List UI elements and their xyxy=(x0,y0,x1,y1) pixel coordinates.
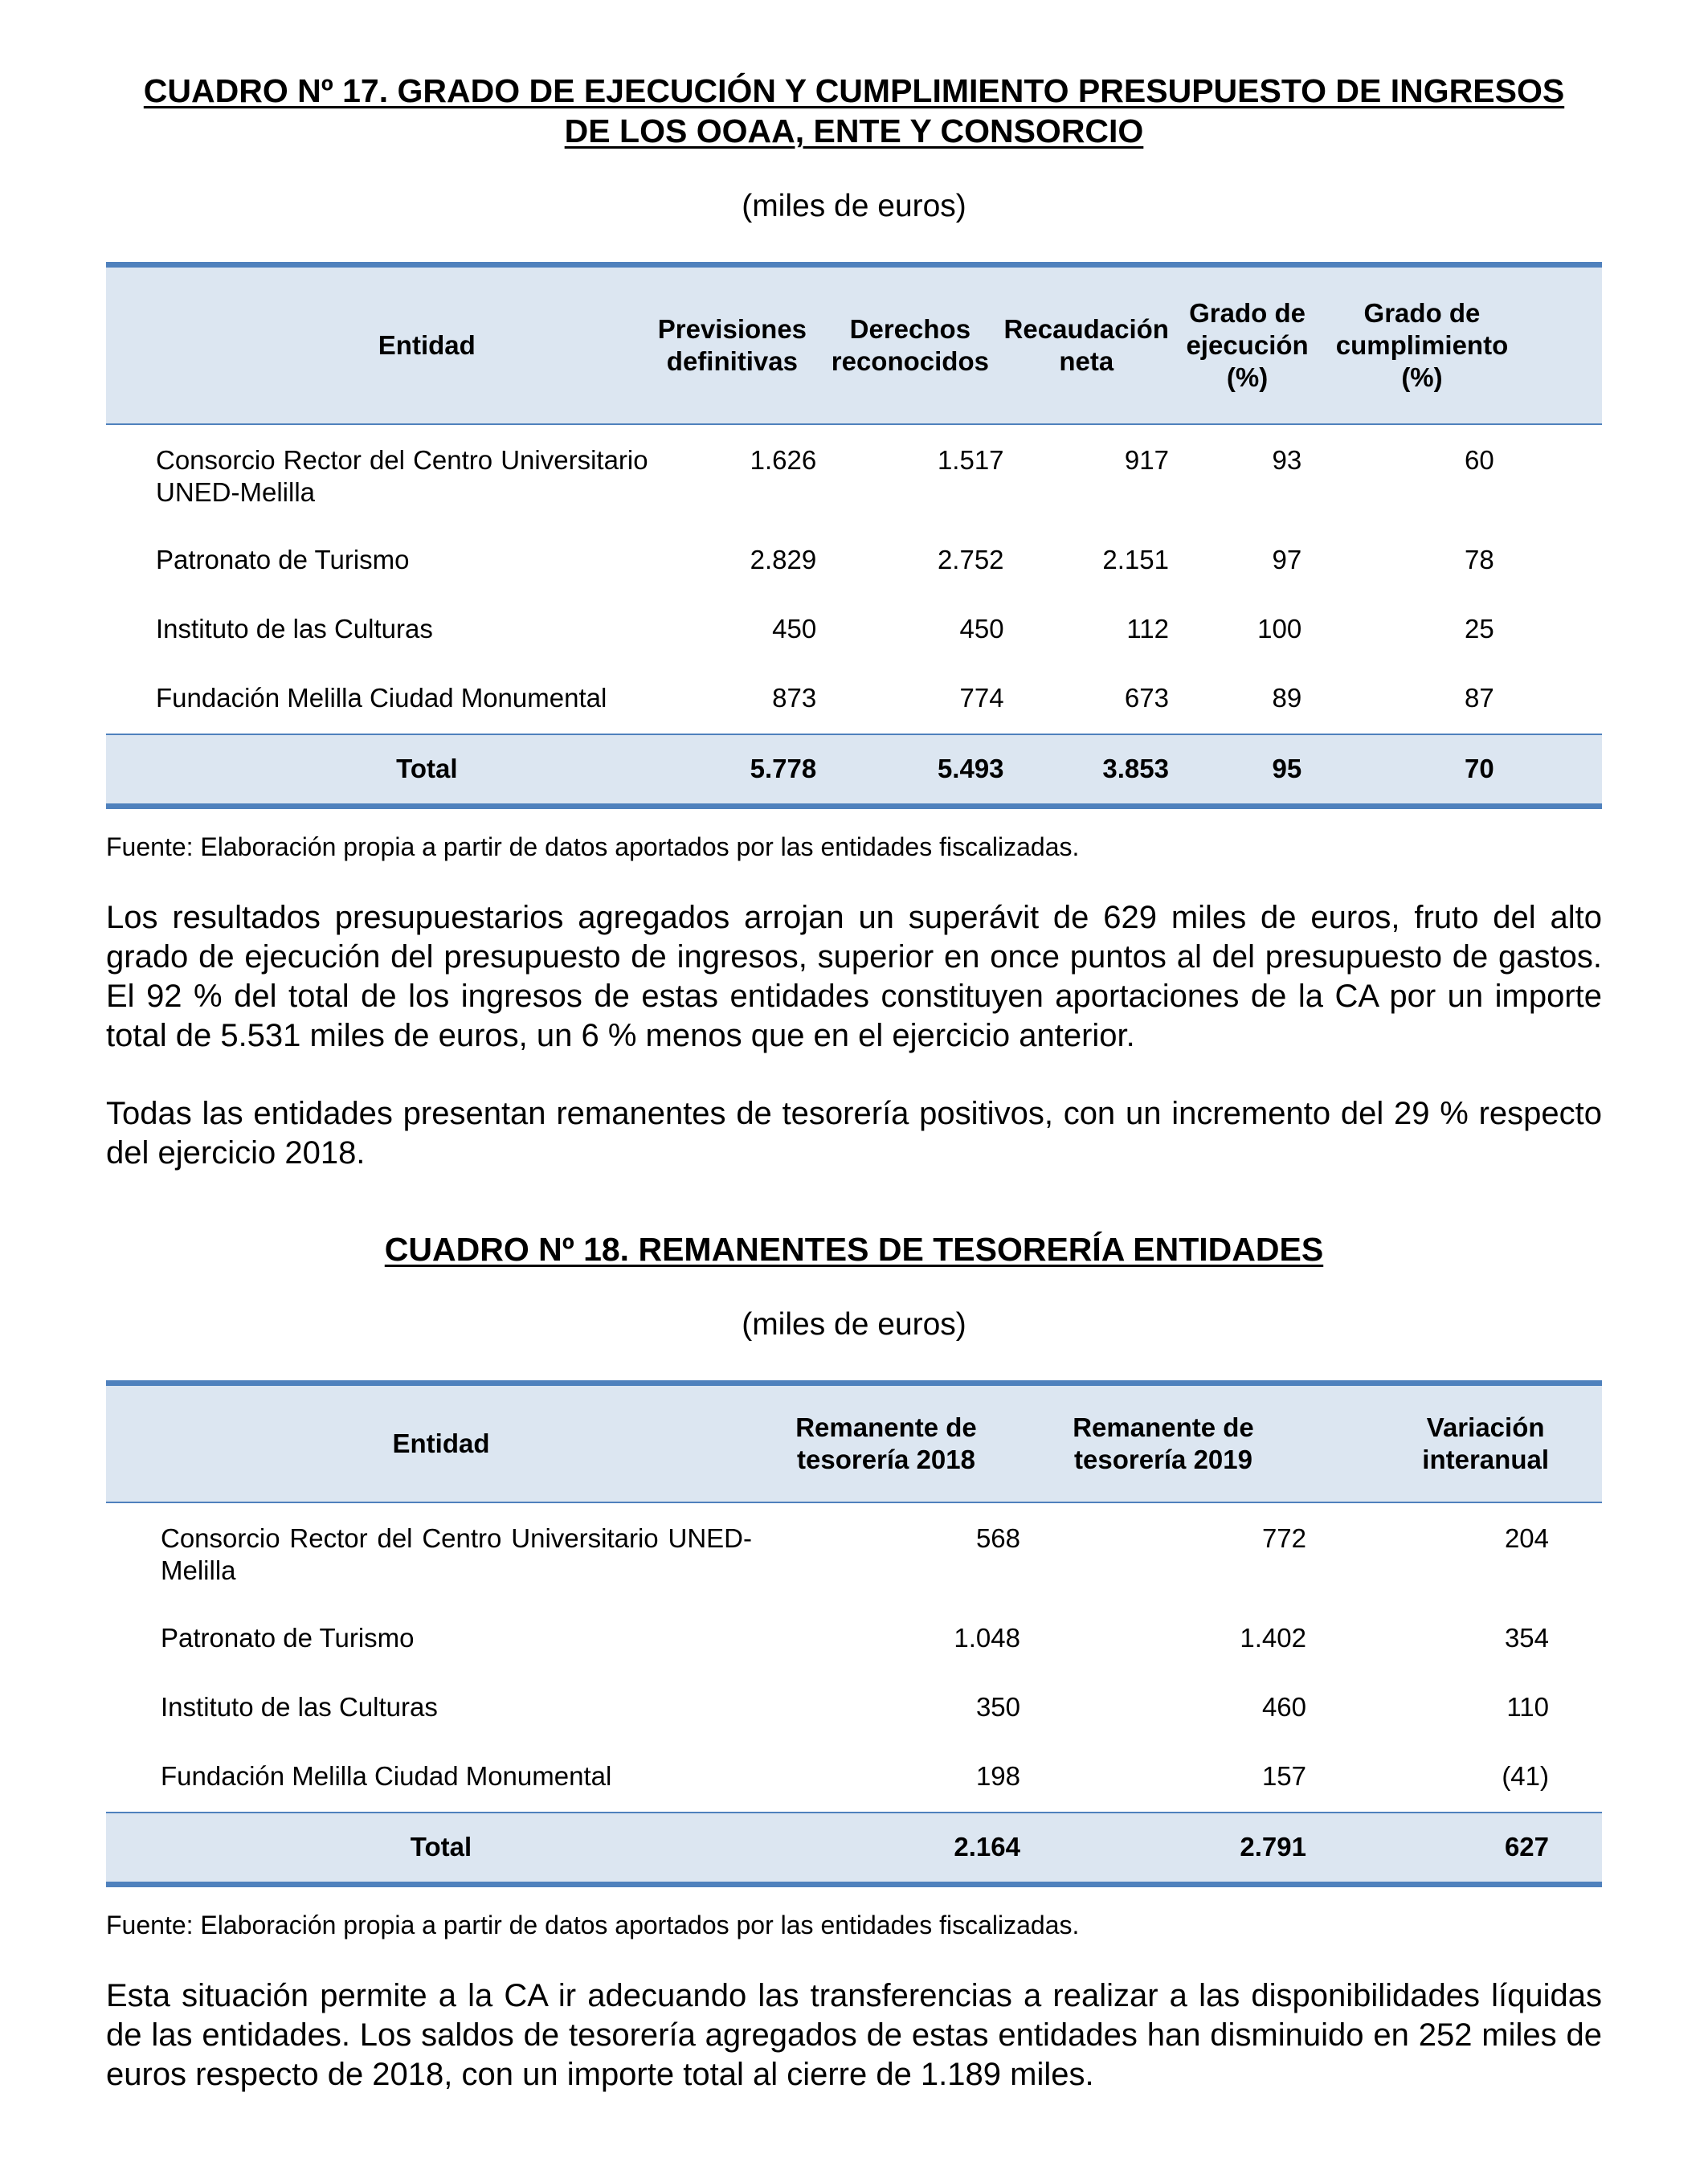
paragraph-3: Esta situación permite a la CA ir adecuando las transferencias a realizar a las disponibilidades líquidas de las entidades. Los saldos de tesorería agregados de estas entidades han disminuido en 252 miles de euros respecto de 2018, con un importe total al cierre de 1.189 miles. xyxy=(106,1978,1602,2092)
table-row xyxy=(106,525,1602,595)
header-previsiones: Previsiones definitivas xyxy=(657,313,807,376)
total-cumplimiento: 70 xyxy=(1465,754,1494,784)
table17-caption-line2: DE LOS OOAA, ENTE Y CONSORCIO xyxy=(564,112,1144,149)
total-previsiones: 5.778 xyxy=(750,754,817,784)
cell-remanente-2018: 350 xyxy=(975,1691,1020,1722)
cell-remanente-2019: 460 xyxy=(1261,1691,1306,1722)
cell-remanente-2019: 157 xyxy=(1261,1760,1306,1791)
header-entidad: Entidad xyxy=(378,329,476,360)
cell-recaudacion: 2.151 xyxy=(1102,544,1169,574)
cell-previsiones: 450 xyxy=(772,613,817,644)
cell-ejecucion: 89 xyxy=(1272,682,1302,713)
paragraph-2: Todas las entidades presentan remanentes de tesorería positivos, con un incremento del 29 % respecto del ejercicio 2018. xyxy=(106,1096,1602,1171)
table18-units: (miles de euros) xyxy=(742,1307,966,1342)
cell-cumplimiento: 78 xyxy=(1465,544,1494,574)
total-remanente-2019: 2.791 xyxy=(1240,1832,1306,1862)
cell-entidad: Consorcio Rector del Centro Universitario UNED-Melilla xyxy=(156,444,648,507)
total-variacion: 627 xyxy=(1504,1832,1549,1862)
cell-entidad: Fundación Melilla Ciudad Monumental xyxy=(156,682,607,713)
table17-header-row xyxy=(106,265,1602,424)
table-row xyxy=(106,664,1602,734)
cell-previsiones: 1.626 xyxy=(750,444,817,475)
cell-recaudacion: 673 xyxy=(1124,682,1169,713)
cell-variacion: (41) xyxy=(1502,1760,1549,1791)
header-recaudacion: Recaudación neta xyxy=(1003,313,1169,376)
table-row xyxy=(106,424,1602,525)
cell-derechos: 1.517 xyxy=(937,444,1004,475)
cell-entidad: Consorcio Rector del Centro Universitario UNED-Melilla xyxy=(161,1522,752,1585)
total-recaudacion: 3.853 xyxy=(1102,754,1169,784)
table18 xyxy=(106,1380,1602,1887)
cell-variacion: 354 xyxy=(1504,1622,1549,1653)
table17-caption-line1: CUADRO Nº 17. GRADO DE EJECUCIÓN Y CUMPLIMIENTO PRESUPUESTO DE INGRESOS xyxy=(143,72,1565,109)
header-entidad: Entidad xyxy=(392,1428,490,1458)
cell-derechos: 774 xyxy=(959,682,1004,713)
table18-header-row xyxy=(106,1383,1602,1502)
header-cumplimiento: Grado de cumplimiento (%) xyxy=(1335,297,1509,392)
cell-entidad: Instituto de las Culturas xyxy=(161,1691,438,1722)
table17 xyxy=(106,262,1602,809)
table18-caption: CUADRO Nº 18. REMANENTES DE TESORERÍA ENTIDADES xyxy=(384,1231,1324,1268)
cell-cumplimiento: 25 xyxy=(1465,613,1494,644)
cell-remanente-2019: 1.402 xyxy=(1240,1622,1306,1653)
table18-total-row xyxy=(106,1813,1602,1885)
cell-previsiones: 2.829 xyxy=(750,544,817,574)
cell-ejecucion: 97 xyxy=(1272,544,1302,574)
table-row xyxy=(106,1673,1602,1742)
total-label: Total xyxy=(396,754,458,784)
table-row xyxy=(106,1742,1602,1813)
cell-ejecucion: 100 xyxy=(1257,613,1302,644)
total-remanente-2018: 2.164 xyxy=(954,1832,1020,1862)
total-derechos: 5.493 xyxy=(937,754,1004,784)
cell-remanente-2018: 198 xyxy=(975,1760,1020,1791)
table18-source: Fuente: Elaboración propia a partir de datos aportados por las entidades fiscalizadas. xyxy=(106,1911,1080,1939)
cell-remanente-2019: 772 xyxy=(1261,1522,1306,1553)
paragraph-1: Los resultados presupuestarios agregados arrojan un superávit de 629 miles de euros, fruto del alto grado de ejecución del presupuesto de ingresos, superior en once puntos al del presupuesto de gastos. El 92 % del total de los ingresos de estas entidades constituyen aportaciones de la CA por un importe total de 5.531 miles de euros, un 6 % menos que en el ejercicio anterior. xyxy=(106,900,1602,1053)
table-row xyxy=(106,1502,1602,1604)
cell-variacion: 110 xyxy=(1506,1691,1549,1722)
cell-recaudacion: 917 xyxy=(1124,444,1169,475)
cell-recaudacion: 112 xyxy=(1126,613,1169,644)
cell-ejecucion: 93 xyxy=(1272,444,1302,475)
header-ejecucion: Grado de ejecución (%) xyxy=(1186,297,1309,392)
header-variacion: Variación interanual xyxy=(1422,1412,1549,1474)
table17-units: (miles de euros) xyxy=(742,189,966,223)
cell-cumplimiento: 87 xyxy=(1465,682,1494,713)
cell-entidad: Instituto de las Culturas xyxy=(156,613,433,644)
table17-total-row xyxy=(106,734,1602,807)
table17-caption xyxy=(106,71,1602,151)
header-remanente-2018: Remanente de tesorería 2018 xyxy=(795,1412,977,1474)
header-derechos: Derechos reconocidos xyxy=(831,313,989,376)
cell-derechos: 450 xyxy=(959,613,1004,644)
cell-entidad: Patronato de Turismo xyxy=(156,544,410,574)
table-row xyxy=(106,595,1602,664)
cell-entidad: Fundación Melilla Ciudad Monumental xyxy=(161,1760,612,1791)
cell-derechos: 2.752 xyxy=(937,544,1004,574)
total-label: Total xyxy=(410,1832,472,1862)
total-ejecucion: 95 xyxy=(1272,754,1302,784)
table-row xyxy=(106,1604,1602,1673)
cell-variacion: 204 xyxy=(1504,1522,1549,1553)
cell-cumplimiento: 60 xyxy=(1465,444,1494,475)
cell-previsiones: 873 xyxy=(772,682,817,713)
table17-source: Fuente: Elaboración propia a partir de datos aportados por las entidades fiscalizadas. xyxy=(106,832,1080,861)
cell-entidad: Patronato de Turismo xyxy=(161,1622,415,1653)
cell-remanente-2018: 568 xyxy=(975,1522,1020,1553)
header-remanente-2019: Remanente de tesorería 2019 xyxy=(1073,1412,1254,1474)
cell-remanente-2018: 1.048 xyxy=(954,1622,1020,1653)
